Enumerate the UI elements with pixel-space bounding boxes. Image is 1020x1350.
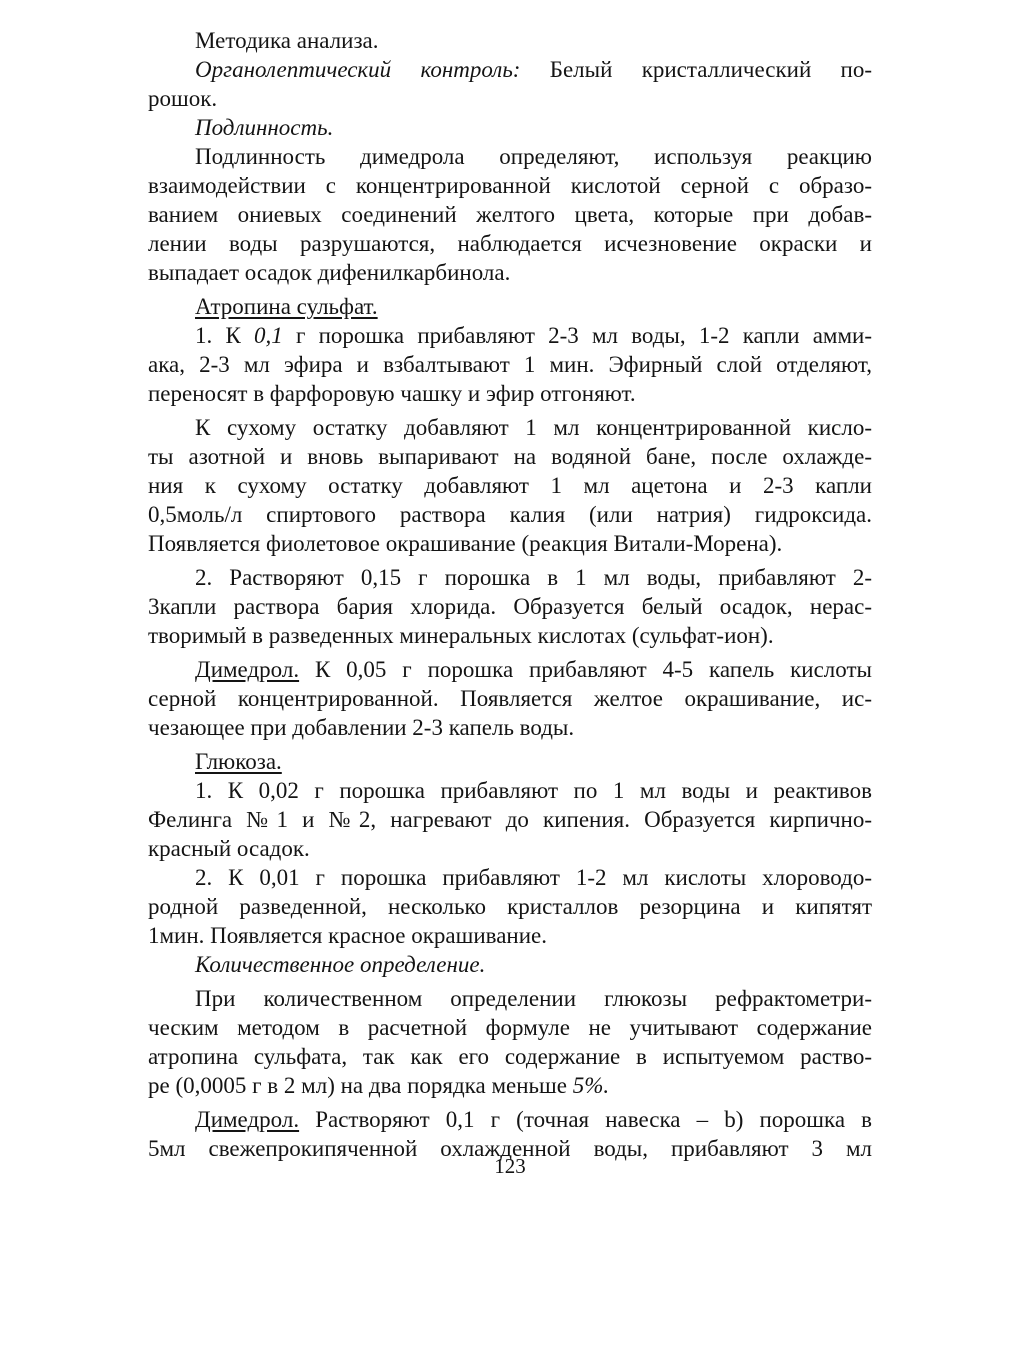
text-line: ты азотной и вновь выпаривают на водяной бане, после охлажде- (148, 444, 872, 469)
text-line: ванием ониевых соединений желтого цвета, которые при добав- (148, 202, 872, 227)
heading-text: Атропина сульфат. (195, 294, 378, 319)
text-span: ре (0,0005 г в 2 мл) на два порядка меньше (148, 1073, 573, 1098)
text-line: 2. Растворяют 0,15 г порошка в 1 мл воды, прибавляют 2- (195, 565, 872, 590)
text-line: атропина сульфата, так как его содержание в испытуемом раство- (148, 1044, 872, 1069)
italic-number: 0,1 (254, 323, 283, 348)
text-line (148, 321, 872, 350)
italic-heading-quantitative: Количественное определение. (195, 952, 486, 977)
text-span: К 0,05 г порошка прибавляют 4-5 капель кислоты (299, 657, 872, 682)
text-line: красный осадок. (148, 836, 310, 861)
text-span: г порошка прибавляют 2-3 мл воды, 1-2 капли амми- (282, 323, 873, 348)
page-body (148, 26, 872, 1163)
text-line: взаимодействии с концентрированной кислотой серной с образо- (148, 173, 872, 198)
text-line (148, 1071, 872, 1100)
heading-text: Глюкоза. (195, 749, 282, 774)
text-line: чезающее при добавлении 2-3 капель воды. (148, 715, 575, 740)
text-line: 0,5моль/л спиртового раствора калия (или натрия) гидроксида. (148, 502, 872, 527)
text-line: 1мин. Появляется красное окрашивание. (148, 923, 547, 948)
text-line (148, 1105, 872, 1134)
italic-percent: 5%. (572, 1073, 610, 1098)
text-span: Белый кристаллический по- (520, 57, 873, 82)
text-span: 1. К (195, 323, 254, 348)
text-line: Появляется фиолетовое окрашивание (реакция Витали-Морена). (148, 531, 783, 556)
text-line: ческим методом в расчетной формуле не учитывают содержание (148, 1015, 872, 1040)
text-line: творимый в разведенных минеральных кислотах (сульфат-ион). (148, 623, 774, 648)
italic-heading-organoleptic: Органолептический контроль: (195, 57, 521, 82)
text-line: лении воды разрушаются, наблюдается исчезновение окраски и (148, 231, 872, 256)
text-line: родной разведенной, несколько кристаллов резорцина и кипятят (148, 894, 872, 919)
text-line: 5мл свежепрокипяченной охлажденной воды, прибавляют 3 мл (148, 1136, 872, 1161)
text-line: При количественном определении глюкозы рефрактометри- (195, 986, 872, 1011)
text-line: ния к сухому остатку добавляют 1 мл ацетона и 2-3 капли (148, 473, 872, 498)
italic-heading-identity: Подлинность. (195, 115, 334, 140)
text-line: серной концентрированной. Появляется желтое окрашивание, ис- (148, 686, 872, 711)
underlined-heading-dimedrol: Димедрол. (195, 657, 300, 682)
underlined-heading-dimedrol-quant: Димедрол. (195, 1107, 300, 1132)
text-line: 3капли раствора бария хлорида. Образуется белый осадок, нерас- (148, 594, 872, 619)
text-line: 1. К 0,02 г порошка прибавляют по 1 мл воды и реактивов (195, 778, 872, 803)
text-line: К сухому остатку добавляют 1 мл концентрированной кисло- (195, 415, 872, 440)
text-line: выпадает осадок дифенилкарбинола. (148, 260, 511, 285)
text-line: 2. К 0,01 г порошка прибавляют 1-2 мл кислоты хлороводо- (195, 865, 872, 890)
underlined-heading-atropine (148, 292, 872, 321)
page-number: 123 (494, 1154, 526, 1178)
underlined-heading-glucose (148, 747, 872, 776)
text-line: Фелинга №1 и №2, нагревают до кипения. Образуется кирпично- (148, 807, 872, 832)
text-line: Подлинность димедрола определяют, используя реакцию (195, 144, 872, 169)
text-line: переносят в фарфоровую чашку и эфир отгоняют. (148, 381, 636, 406)
text-line (148, 55, 872, 84)
text-line (148, 655, 872, 684)
text-span: Растворяют 0,1 г (точная навеска – b) порошка в (299, 1107, 872, 1132)
text-line: рошок. (148, 86, 218, 111)
section-heading-method: Методика анализа. (195, 28, 379, 53)
text-line: ака, 2-3 мл эфира и взбалтывают 1 мин. Эфирный слой отделяют, (148, 352, 872, 377)
